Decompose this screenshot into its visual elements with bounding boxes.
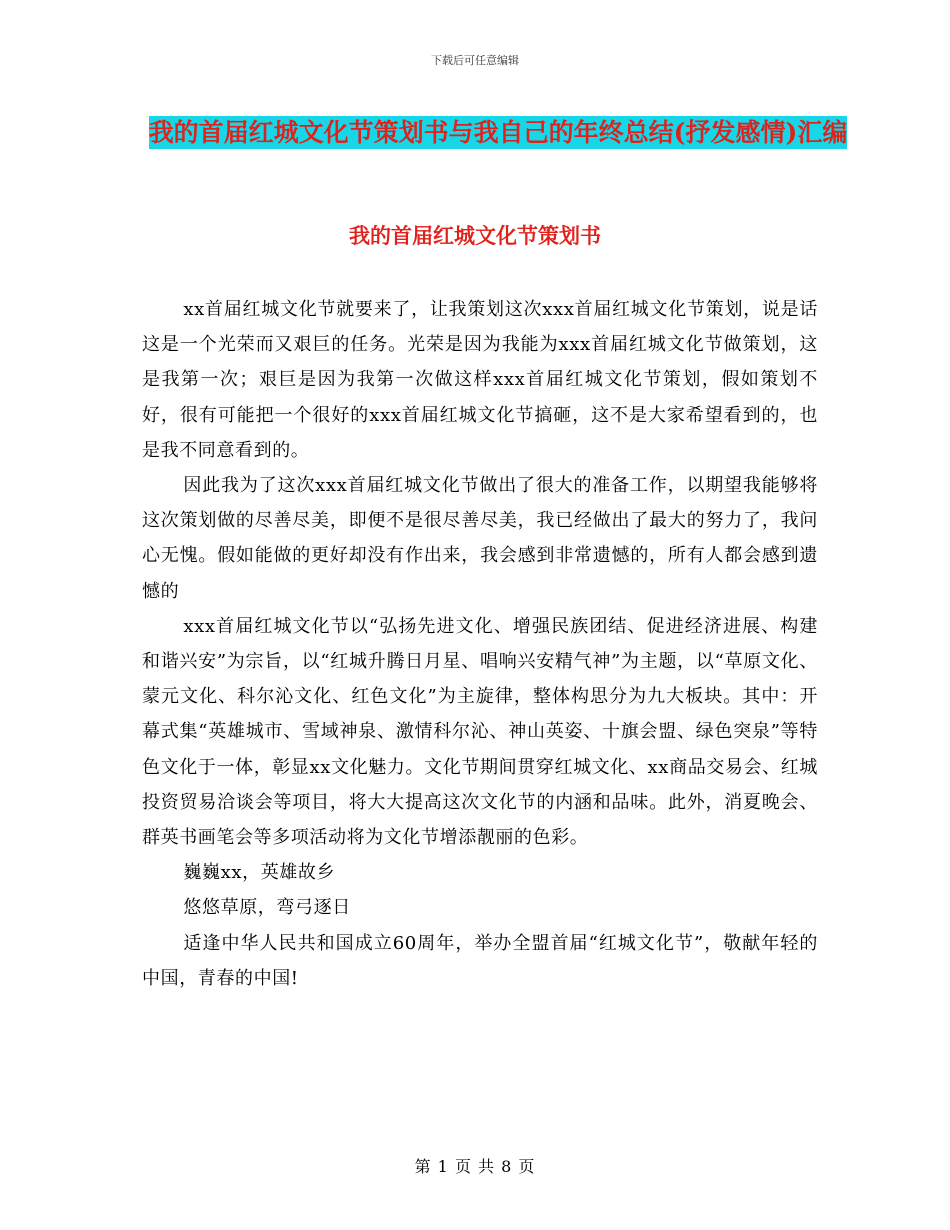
section-title: 我的首届红城文化节策划书: [349, 223, 601, 248]
paragraph: 因此我为了这次xxx首届红城文化节做出了很大的准备工作，以期望我能够将这次策划做的尽善尽美，即便不是很尽善尽美，我已经做出了最大的努力了，我问心无愧。假如能做的更好却没有作出来，我会感到非常遗憾的，所有人都会感到遗憾的: [142, 475, 818, 602]
paragraph: 适逢中华人民共和国成立60周年，举办全盟首届“红城文化节”，敬献年轻的中国，青春的中国!: [142, 932, 818, 989]
paragraph: 巍巍xx，英雄故乡: [183, 862, 336, 884]
paragraph: xxx首届红城文化节以“弘扬先进文化、增强民族团结、促进经济进展、构建和谐兴安”为宗旨，以“红城升腾日月星、唱响兴安精气神”为主题，以“草原文化、蒙元文化、科尔沁文化、红色文化”为主旋律，整体构思分为九大板块。其中：开幕式集“英雄城市、雪域神泉、激情科尔沁、神山英姿、十旗会盟、绿色突泉”等特色文化于一体，彰显xx文化魅力。文化节期间贯穿红城文化、xx商品交易会、红城投资贸易洽谈会等项目，将大大提高这次文化节的内涵和品味。此外，消夏晚会、群英书画笔会等多项活动将为文化节增添靓丽的色彩。: [142, 615, 818, 849]
paragraph: 悠悠草原，弯弓逐日: [183, 897, 351, 919]
body-text: [142, 292, 818, 996]
header-note: 下载后可任意编辑: [431, 54, 519, 67]
page-number: 第 1 页 共 8 页: [414, 1157, 536, 1176]
document-title-text: 我的首届红城文化节策划书与我自己的年终总结(抒发感情)汇编: [148, 118, 848, 147]
document-title: [140, 108, 856, 157]
paragraph: xx首届红城文化节就要来了，让我策划这次xxx首届红城文化节策划，说是话这是一个光荣而又艰巨的任务。光荣是因为我能为xxx首届红城文化节做策划，这是我第一次；艰巨是因为我第一次做这样xxx首届红城文化节策划，假如策划不好，很有可能把一个很好的xxx首届红城文化节搞砸，这不是大家希望看到的，也是我不同意看到的。: [142, 299, 818, 461]
